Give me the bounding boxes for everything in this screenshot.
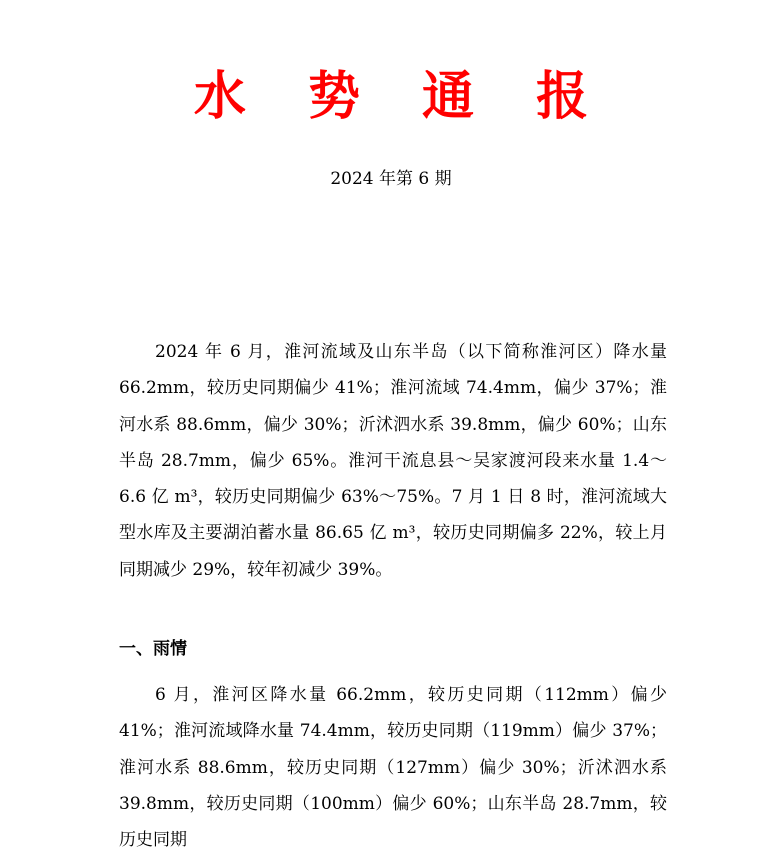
rainfall-paragraph: 6 月，淮河区降水量 66.2mm，较历史同期（112mm）偏少 41%；淮河流域降水量 74.4mm，较历史同期（119mm）偏少 37%；淮河水系 88.6mm，较历史同期（127mm）偏少 30%；沂沭泗水系 39.8mm，较历史同期（100mm）偏少 60%；山东半岛 28.7mm，较历史同期	[119, 685, 667, 851]
section-heading-rainfall: 一、雨情	[119, 639, 187, 659]
issue-number: 2024 年第 6 期	[330, 169, 452, 189]
document-title: 水 势 通 报	[193, 67, 611, 127]
summary-paragraph: 2024 年 6 月，淮河流域及山东半岛（以下简称淮河区）降水量 66.2mm，较历史同期偏少 41%；淮河流域 74.4mm，偏少 37%；淮河水系 88.6mm，偏少 30%；沂沭泗水系 39.8mm，偏少 60%；山东半岛 28.7mm，偏少 65%。淮河干流息县～吴家渡河段来水量 1.4～6.6 亿 m³，较历史同期偏少 63%～75%。7 月 1 日 8 时，淮河流域大型水库及主要湖泊蓄水量 86.65 亿 m³，较历史同期偏多 22%，较上月同期减少 29%，较年初减少 39%。	[119, 342, 667, 580]
